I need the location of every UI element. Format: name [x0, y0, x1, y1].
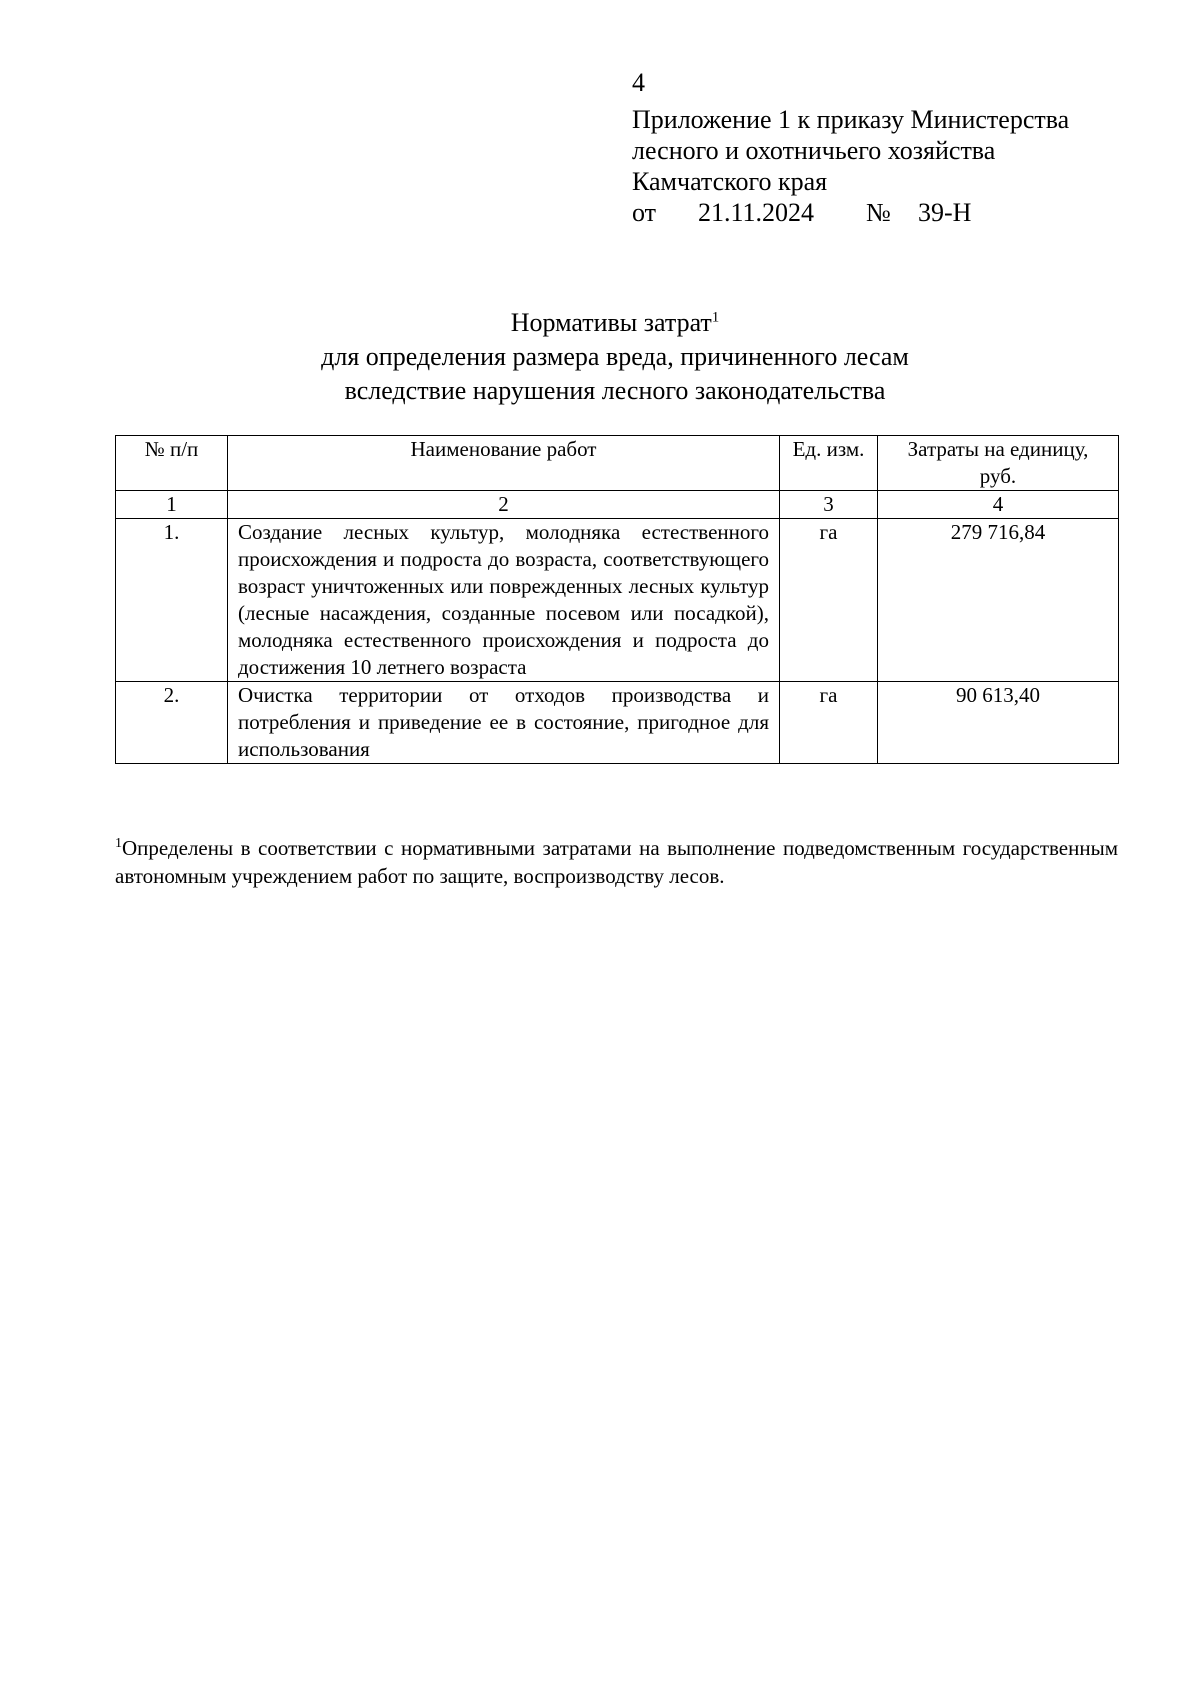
header-num: № п/п — [116, 436, 228, 491]
row-num: 1. — [116, 519, 228, 682]
order-date: 21.11.2024 — [698, 198, 815, 227]
row-name: Создание лесных культур, молодняка естественного происхождения и подроста до возраста, соответствующего возраст уничтоженных или поврежденных лесных культур (лесные насаждения, созданные посевом или посадкой), молодняка естественного происхождения и подроста до достижения 10 летнего возраста — [228, 519, 780, 682]
table-header-row — [116, 436, 1119, 491]
row-num: 2. — [116, 682, 228, 764]
footnote-mark: 1 — [115, 836, 122, 851]
row-unit: га — [780, 519, 878, 682]
order-line — [632, 197, 1069, 228]
title-text: Нормативы затрат — [510, 308, 712, 337]
table-row — [116, 682, 1119, 764]
column-number: 2 — [228, 491, 780, 519]
row-cost: 279 716,84 — [878, 519, 1119, 682]
row-unit: га — [780, 682, 878, 764]
appendix-line-3: Камчатского края — [632, 167, 828, 196]
order-number-label: № — [866, 198, 891, 227]
footnote — [115, 834, 1118, 890]
row-name: Очистка территории от отходов производства и потребления и приведение ее в состояние, пригодное для использования — [228, 682, 780, 764]
row-cost: 90 613,40 — [878, 682, 1119, 764]
title-line-3: вследствие нарушения лесного законодательства — [344, 376, 886, 405]
order-from-label: от — [632, 198, 657, 227]
title-line-2: для определения размера вреда, причиненного лесам — [321, 342, 909, 371]
table-row — [116, 519, 1119, 682]
page-number: 4 — [632, 68, 645, 97]
document-title — [0, 306, 1200, 408]
order-number: 39-Н — [918, 198, 972, 227]
column-number: 3 — [780, 491, 878, 519]
column-number: 4 — [878, 491, 1119, 519]
title-line-1 — [0, 306, 1200, 340]
appendix-line-2: лесного и охотничьего хозяйства — [632, 136, 996, 165]
column-number-row — [116, 491, 1119, 519]
appendix-header — [632, 104, 1069, 228]
footnote-text: Определены в соответствии с нормативными затратами на выполнение подведомственным государственным автономным учреждением работ по защите, воспроизводству лесов. — [115, 836, 1118, 888]
header-name: Наименование работ — [228, 436, 780, 491]
appendix-line-1: Приложение 1 к приказу Министерства — [632, 105, 1070, 134]
column-number: 1 — [116, 491, 228, 519]
cost-table — [115, 435, 1119, 764]
header-unit: Ед. изм. — [780, 436, 878, 491]
title-footnote-mark: 1 — [711, 309, 720, 326]
header-cost: Затраты на единицу, руб. — [878, 436, 1119, 491]
